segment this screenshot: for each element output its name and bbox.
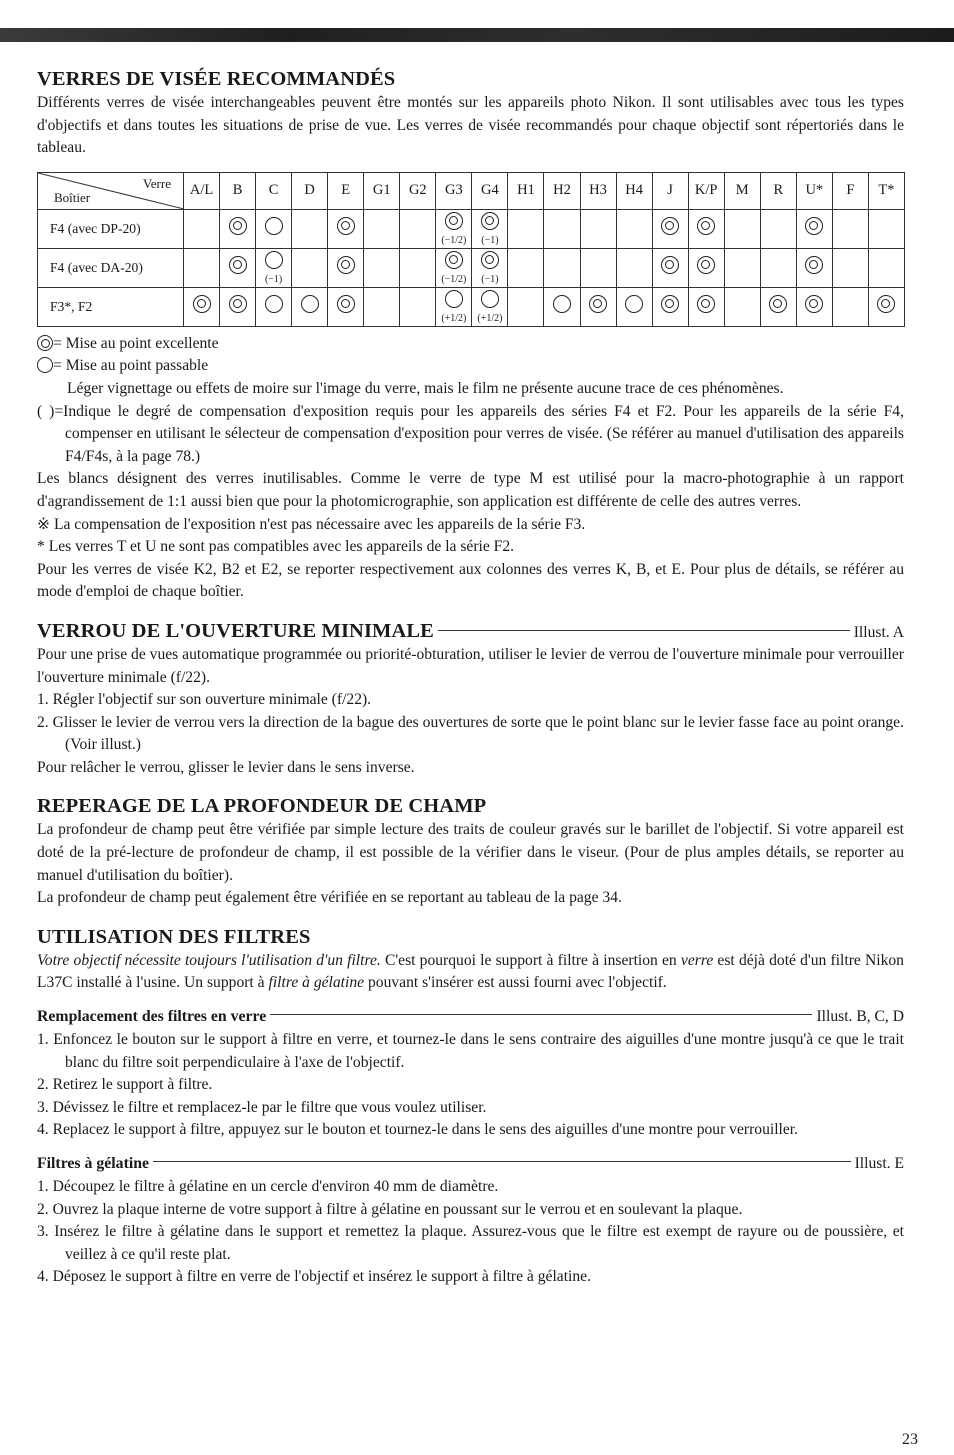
double-circle-icon — [337, 217, 355, 235]
table-cell — [796, 209, 832, 248]
table-cell — [652, 248, 688, 287]
double-circle-icon — [877, 295, 895, 313]
illus-ref-e: Illust. E — [854, 1155, 904, 1172]
table-cell — [724, 248, 760, 287]
column-header: G4 — [472, 172, 508, 209]
table-cell — [616, 209, 652, 248]
table-cell — [256, 248, 292, 287]
verrou-step-1: 1. Régler l'objectif sur son ouverture minimale (f/22). — [37, 691, 372, 709]
table-cell — [832, 209, 868, 248]
section-title-profondeur: REPERAGE DE LA PROFONDEUR DE CHAMP — [37, 795, 487, 818]
table-cell — [760, 248, 796, 287]
verres-intro: Différents verres de visée interchangeables peuvent être montés sur les appareils photo Nikon. Il sont utilisables avec tous les types d'objectifs et dans toutes les situations de prise de vue. Les verres de visée recommandés pour chaque objectif sont répertoriés dans le tableau. — [37, 94, 904, 157]
sub-title-gelatine-row — [37, 1152, 904, 1176]
compensation-note: (−1/2) — [441, 273, 467, 285]
double-circle-icon — [445, 212, 463, 230]
sub-title-gelatine: Filtres à gélatine — [37, 1155, 150, 1172]
verrou-intro: Pour une prise de vues automatique programmée ou priorité-obturation, utiliser le levier de verrou de l'ouverture minimale pour verrouiller l'ouverture minimale (f/22). — [37, 645, 904, 686]
circle-icon — [553, 295, 571, 313]
double-circle-icon — [37, 335, 53, 351]
table-cell — [652, 209, 688, 248]
double-circle-icon — [769, 295, 787, 313]
column-header: A/L — [184, 172, 220, 209]
row-label: F3*, F2 — [38, 287, 184, 326]
filtres-intro: Votre objectif nécessite toujours l'utilisation d'un filtre. C'est pourquoi le support à filtre à insertion en verre est déjà doté d'un filtre Nikon L37C installé à l'usine. Un support à filtre à gélatine pouvant s'insérer est aussi fourni avec l'objectif. — [37, 951, 904, 992]
double-circle-icon — [661, 217, 679, 235]
profondeur-p2: La profondeur de champ peut également être vérifiée en se reportant au tableau de la page 34. — [37, 889, 622, 907]
table-cell — [364, 287, 400, 326]
gelatine-step-4: 4. Déposez le support à filtre en verre de l'objectif et insérez le support à filtre à gélatine. — [37, 1268, 591, 1286]
compensation-note: (−1) — [481, 273, 499, 285]
table-cell — [184, 209, 220, 248]
table-cell — [832, 248, 868, 287]
table-cell — [184, 287, 220, 326]
corner-label-boitier: Boîtier — [54, 189, 91, 205]
table-cell — [688, 248, 724, 287]
table-cell — [220, 248, 256, 287]
verre-step-3: 3. Dévissez le filtre et remplacez-le par le filtre que vous voulez utiliser. — [37, 1098, 487, 1116]
table-cell — [652, 287, 688, 326]
illus-ref-bcd: Illust. B, C, D — [816, 1008, 904, 1026]
column-header: H4 — [616, 172, 652, 209]
table-cell — [580, 248, 616, 287]
leader-line — [438, 630, 850, 631]
double-circle-icon — [661, 256, 679, 274]
table-cell — [724, 209, 760, 248]
circle-icon — [265, 217, 283, 235]
table-row — [38, 209, 905, 248]
column-header: E — [328, 172, 364, 209]
compensation-note: (+1/2) — [477, 312, 503, 324]
column-header: G3 — [436, 172, 472, 209]
table-cell — [328, 248, 364, 287]
gelatine-step-1: 1. Découpez le filtre à gélatine en un cercle d'environ 40 mm de diamètre. — [37, 1178, 499, 1195]
circle-icon — [445, 290, 463, 308]
note-f3: ※ La compensation de l'exposition n'est pas nécessaire avec les appareils de la série F3. — [37, 515, 586, 533]
table-cell — [580, 209, 616, 248]
table-cell — [364, 248, 400, 287]
double-circle-icon — [805, 217, 823, 235]
table-cell — [832, 287, 868, 326]
table-cell — [472, 287, 508, 326]
table-row — [38, 287, 905, 326]
double-circle-icon — [805, 295, 823, 313]
sub-title-remplacement: Remplacement des filtres en verre — [37, 1008, 267, 1026]
table-cell — [616, 248, 652, 287]
double-circle-icon — [589, 295, 607, 313]
table-cell — [292, 248, 328, 287]
table-cell — [796, 248, 832, 287]
table-cell — [868, 248, 904, 287]
profondeur-p1: La profondeur de champ peut être vérifiée par simple lecture des traits de couleur gravés sur le barillet de l'objectif. Si votre appareil est doté de la pré-lecture de profondeur de champ, il est possible de la vérifier dans le viseur. (Pour de plus amples détails, se reporter au manuel d'utilisation du boîtier). — [37, 821, 904, 884]
table-cell — [184, 248, 220, 287]
table-cell — [544, 287, 580, 326]
double-circle-icon — [229, 256, 247, 274]
gelatine-step-3: 3. Insérez le filtre à gélatine dans le support et remettez la plaque. Assurez-vous que le filtre est exempt de rayure ou de poussière, et veillez à ce qu'il reste plat. — [37, 1223, 904, 1263]
page-content — [37, 66, 904, 1289]
table-cell — [436, 209, 472, 248]
top-bar — [0, 28, 954, 42]
illus-ref-a: Illust. A — [853, 623, 904, 641]
table-row — [38, 248, 905, 287]
row-label: F4 (avec DP-20) — [38, 209, 184, 248]
blanks-note: Les blancs désignent des verres inutilisables. Comme le verre de type M est utilisé pour la macro-photographie à un rapport d'agrandissement de 1:1 aussi bien que pour la photomicrographie, son application est différente de celle des autres verres. — [37, 470, 904, 510]
circle-icon — [265, 251, 283, 269]
table-cell — [760, 209, 796, 248]
column-header: U* — [796, 172, 832, 209]
verrou-step-2: 2. Glisser le levier de verrou vers la direction de la bague des ouvertures de sorte que le point blanc sur le levier fasse face au point orange. (Voir illust.) — [37, 713, 904, 754]
table-cell — [220, 209, 256, 248]
note-t-u: * Les verres T et U ne sont pas compatibles avec les appareils de la série F2. — [37, 538, 515, 556]
table-cell — [472, 248, 508, 287]
compensation-note: (−1) — [481, 234, 499, 246]
circle-icon — [625, 295, 643, 313]
table-cell — [436, 248, 472, 287]
column-header: C — [256, 172, 292, 209]
table-cell — [292, 209, 328, 248]
double-circle-icon — [445, 251, 463, 269]
table-header-row — [38, 172, 905, 209]
leader-line — [153, 1161, 851, 1162]
circle-icon — [301, 295, 319, 313]
circle-icon — [37, 357, 53, 373]
double-circle-icon — [697, 256, 715, 274]
legend-passable: = Mise au point passable — [37, 355, 904, 378]
table-cell — [400, 248, 436, 287]
legend-excellent: = Mise au point excellente — [37, 333, 904, 356]
table-cell — [508, 287, 544, 326]
double-circle-icon — [481, 212, 499, 230]
table-cell — [220, 287, 256, 326]
row-label: F4 (avec DA-20) — [38, 248, 184, 287]
double-circle-icon — [805, 256, 823, 274]
table-corner-cell — [38, 172, 184, 209]
page-number: 23 — [902, 1431, 918, 1448]
double-circle-icon — [481, 251, 499, 269]
double-circle-icon — [697, 295, 715, 313]
column-header: K/P — [688, 172, 724, 209]
column-header: H1 — [508, 172, 544, 209]
section-title-filtres: UTILISATION DES FILTRES — [37, 925, 311, 948]
table-cell — [760, 287, 796, 326]
table-cell — [400, 209, 436, 248]
table-cell — [868, 209, 904, 248]
sub-title-verre-row — [37, 1005, 904, 1029]
table-cell — [256, 287, 292, 326]
double-circle-icon — [337, 256, 355, 274]
section-title-verres: VERRES DE VISÉE RECOMMANDÉS — [37, 68, 396, 90]
gelatine-step-2: 2. Ouvrez la plaque interne de votre support à filtre à gélatine en poussant sur le verrou et en soulevant la plaque. — [37, 1200, 743, 1218]
table-cell — [544, 248, 580, 287]
table-cell — [328, 287, 364, 326]
table-cell — [400, 287, 436, 326]
table-cell — [544, 209, 580, 248]
double-circle-icon — [193, 295, 211, 313]
table-cell — [796, 287, 832, 326]
double-circle-icon — [229, 217, 247, 235]
double-circle-icon — [337, 295, 355, 313]
viewing-screens-table — [37, 172, 905, 327]
legend-passable-detail: Léger vignettage ou effets de moire sur l'image du verre, mais le film ne présente aucune trace de ces phénomènes. — [67, 379, 784, 397]
column-header: G2 — [400, 172, 436, 209]
verre-step-2: 2. Retirez le support à filtre. — [37, 1076, 213, 1094]
leader-line — [270, 1014, 812, 1015]
column-header: H3 — [580, 172, 616, 209]
verrou-release: Pour relâcher le verrou, glisser le levier dans le sens inverse. — [37, 758, 415, 776]
corner-label-verre: Verre — [142, 175, 171, 191]
circle-icon — [265, 295, 283, 313]
table-cell — [436, 287, 472, 326]
column-header: F — [832, 172, 868, 209]
column-header: J — [652, 172, 688, 209]
table-cell — [868, 287, 904, 326]
column-header: T* — [868, 172, 904, 209]
compensation-note: (−1/2) — [441, 234, 467, 246]
table-cell — [580, 287, 616, 326]
section-title-verrou: VERROU DE L'OUVERTURE MINIMALE — [37, 619, 434, 642]
double-circle-icon — [229, 295, 247, 313]
table-cell — [508, 248, 544, 287]
table-cell — [364, 209, 400, 248]
column-header: B — [220, 172, 256, 209]
column-header: R — [760, 172, 796, 209]
table-cell — [616, 287, 652, 326]
table-cell — [508, 209, 544, 248]
compensation-note: (+1/2) — [441, 312, 467, 324]
compensation-note: (−1) — [264, 273, 283, 285]
table-cell — [328, 209, 364, 248]
column-header: G1 — [364, 172, 400, 209]
verre-step-1: 1. Enfoncez le bouton sur le support à filtre en verre, et tournez-le dans le sens contraire des aiguilles d'une montre jusqu'à ce que le trait blanc du filtre soit perpendiculaire à l'axe de l'objectif. — [37, 1031, 904, 1071]
circle-icon — [481, 290, 499, 308]
column-header: D — [292, 172, 328, 209]
column-header: M — [724, 172, 760, 209]
table-cell — [472, 209, 508, 248]
double-circle-icon — [661, 295, 679, 313]
k2-note: Pour les verres de visée K2, B2 et E2, se reporter respectivement aux colonnes des verres K, B, et E. Pour plus de détails, se référer au mode d'emploi de chaque boîtier. — [37, 560, 904, 601]
table-cell — [256, 209, 292, 248]
table-cell — [292, 287, 328, 326]
table-cell — [688, 287, 724, 326]
column-header: H2 — [544, 172, 580, 209]
legend-paren: ( )=Indique le degré de compensation d'exposition requis pour les appareils des séries F4 et F2. Pour les appareils de la série F4, compenser en utilisant le sélecteur de compensation d'exposition pour verres de visée. (Se référer au manuel d'utilisation des appareils F4/F4s, à la page 78.) — [37, 402, 904, 465]
double-circle-icon — [697, 217, 715, 235]
table-cell — [688, 209, 724, 248]
verre-step-4: 4. Replacez le support à filtre, appuyez sur le bouton et tournez-le dans le sens des aiguilles d'une montre pour verrouiller. — [37, 1121, 799, 1139]
table-cell — [724, 287, 760, 326]
section-title-verrou-row — [37, 618, 904, 644]
